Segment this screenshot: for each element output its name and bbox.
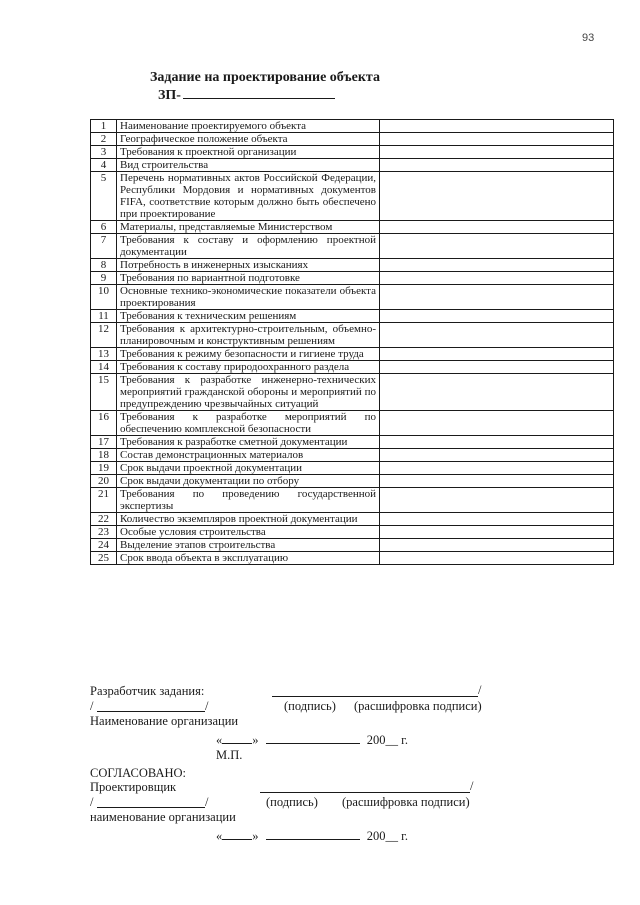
row-number: 21 (91, 488, 117, 513)
row-number: 11 (91, 310, 117, 323)
code-blank-line[interactable] (183, 86, 335, 99)
row-label: Перечень нормативных актов Российской Федерации, Республики Мордовия и нормативных документов FIFA, соответствие которым должно быть обеспечено при проектирование (117, 172, 380, 221)
row-value-cell[interactable] (380, 259, 614, 272)
row-label: Вид строительства (117, 159, 380, 172)
row-label: Требования к архитектурно-строительным, объемно-планировочным и конструктивным решениям (117, 323, 380, 348)
table-row (91, 310, 614, 323)
table-row (91, 526, 614, 539)
table-row (91, 146, 614, 159)
table-row (91, 462, 614, 475)
developer-month-line[interactable] (266, 732, 360, 744)
developer-slash-mid: / (205, 699, 209, 713)
row-number: 14 (91, 361, 117, 374)
document-code (158, 86, 335, 104)
row-number: 7 (91, 234, 117, 259)
table-row (91, 234, 614, 259)
table-row (91, 272, 614, 285)
approval-year: 200__ г. (366, 829, 408, 843)
row-number: 18 (91, 449, 117, 462)
table-row (91, 221, 614, 234)
table-row (91, 259, 614, 272)
approval-designer-label: Проектировщик (90, 780, 177, 794)
table-row (91, 285, 614, 310)
row-value-cell[interactable] (380, 120, 614, 133)
approval-quote-close: » (252, 829, 259, 843)
row-number: 4 (91, 159, 117, 172)
approval-slash-mid: / (205, 795, 209, 809)
approval-sign-line[interactable] (97, 807, 205, 808)
developer-quote-open: « (216, 733, 223, 747)
developer-stamp: М.П. (216, 748, 243, 762)
developer-slash-left: / (90, 699, 94, 713)
table-row (91, 411, 614, 436)
approval-quote-open: « (216, 829, 223, 843)
document-title: Задание на проектирование объекта (150, 70, 380, 85)
row-label: Требования к составу природоохранного раздела (117, 361, 380, 374)
code-prefix: ЗП- (158, 88, 181, 103)
row-value-cell[interactable] (380, 159, 614, 172)
row-label: Географическое положение объекта (117, 133, 380, 146)
table-row (91, 436, 614, 449)
row-label: Потребность в инженерных изысканиях (117, 259, 380, 272)
row-number: 19 (91, 462, 117, 475)
developer-caption-decode: (расшифровка подписи) (354, 699, 482, 713)
table-row (91, 159, 614, 172)
row-value-cell[interactable] (380, 285, 614, 310)
row-label: Требования по вариантной подготовке (117, 272, 380, 285)
table-row (91, 552, 614, 565)
table-row (91, 374, 614, 411)
row-label: Требования к составу и оформлению проектной документации (117, 234, 380, 259)
developer-day-line[interactable] (222, 732, 252, 744)
developer-sign-line[interactable] (97, 711, 205, 712)
row-number: 3 (91, 146, 117, 159)
row-label: Выделение этапов строительства (117, 539, 380, 552)
approval-slash-left: / (90, 795, 94, 809)
row-label: Состав демонстрационных материалов (117, 449, 380, 462)
approval-name-line[interactable] (260, 792, 470, 793)
page-number: 93 (582, 32, 595, 44)
row-value-cell[interactable] (380, 221, 614, 234)
table-row (91, 133, 614, 146)
developer-caption-signature: (подпись) (284, 699, 336, 713)
approval-month-line[interactable] (266, 828, 360, 840)
row-number: 8 (91, 259, 117, 272)
approval-day-line[interactable] (222, 828, 252, 840)
table-row (91, 323, 614, 348)
row-number: 13 (91, 348, 117, 361)
row-value-cell[interactable] (380, 411, 614, 436)
row-value-cell[interactable] (380, 146, 614, 159)
row-value-cell[interactable] (380, 449, 614, 462)
row-value-cell[interactable] (380, 436, 614, 449)
row-number: 10 (91, 285, 117, 310)
row-label: Количество экземпляров проектной документации (117, 513, 380, 526)
row-value-cell[interactable] (380, 272, 614, 285)
row-number: 23 (91, 526, 117, 539)
developer-org-label: Наименование организации (90, 714, 239, 728)
approval-heading: СОГЛАСОВАНО: (90, 766, 187, 780)
row-value-cell[interactable] (380, 323, 614, 348)
row-label: Требования к разработке мероприятий по обеспечению комплексной безопасности (117, 411, 380, 436)
table-row (91, 361, 614, 374)
developer-slash-right: / (478, 683, 482, 697)
row-number: 12 (91, 323, 117, 348)
row-label: Особые условия строительства (117, 526, 380, 539)
row-value-cell[interactable] (380, 552, 614, 565)
row-number: 25 (91, 552, 117, 565)
developer-date (216, 732, 408, 747)
row-label: Требования к режиму безопасности и гигиене труда (117, 348, 380, 361)
row-value-cell[interactable] (380, 374, 614, 411)
row-number: 1 (91, 120, 117, 133)
row-value-cell[interactable] (380, 513, 614, 526)
table-row (91, 449, 614, 462)
table-row (91, 172, 614, 221)
table-row (91, 348, 614, 361)
table-row (91, 513, 614, 526)
row-label: Материалы, представляемые Министерством (117, 221, 380, 234)
row-value-cell[interactable] (380, 475, 614, 488)
row-label: Срок выдачи документации по отбору (117, 475, 380, 488)
developer-name-line[interactable] (272, 696, 478, 697)
row-number: 16 (91, 411, 117, 436)
developer-label: Разработчик задания: (90, 684, 205, 698)
row-value-cell[interactable] (380, 539, 614, 552)
row-label: Требования по проведению государственной экспертизы (117, 488, 380, 513)
row-label: Требования к разработке инженерно-технических мероприятий гражданской обороны и мероприятий по предупреждению чрезвычайных ситуаций (117, 374, 380, 411)
approval-caption-signature: (подпись) (266, 795, 318, 809)
row-label: Наименование проектируемого объекта (117, 120, 380, 133)
row-label: Основные технико-экономические показатели объекта проектирования (117, 285, 380, 310)
row-number: 15 (91, 374, 117, 411)
row-number: 5 (91, 172, 117, 221)
row-label: Требования к разработке сметной документации (117, 436, 380, 449)
row-label: Требования к проектной организации (117, 146, 380, 159)
row-number: 2 (91, 133, 117, 146)
table-row (91, 539, 614, 552)
table-row (91, 475, 614, 488)
row-value-cell[interactable] (380, 462, 614, 475)
row-value-cell[interactable] (380, 310, 614, 323)
row-number: 17 (91, 436, 117, 449)
row-number: 22 (91, 513, 117, 526)
row-label: Требования к техническим решениям (117, 310, 380, 323)
row-value-cell[interactable] (380, 526, 614, 539)
approval-org-label: наименование организации (90, 810, 236, 824)
row-value-cell[interactable] (380, 172, 614, 221)
table-row (91, 120, 614, 133)
approval-caption-decode: (расшифровка подписи) (342, 795, 470, 809)
table-row (91, 488, 614, 513)
requirements-table (90, 119, 614, 565)
developer-year: 200__ г. (366, 733, 408, 747)
row-number: 6 (91, 221, 117, 234)
row-value-cell[interactable] (380, 133, 614, 146)
row-number: 9 (91, 272, 117, 285)
row-number: 20 (91, 475, 117, 488)
approval-date (216, 828, 408, 843)
row-value-cell[interactable] (380, 488, 614, 513)
row-label: Срок выдачи проектной документации (117, 462, 380, 475)
developer-quote-close: » (252, 733, 259, 747)
row-label: Срок ввода объекта в эксплуатацию (117, 552, 380, 565)
row-value-cell[interactable] (380, 361, 614, 374)
row-value-cell[interactable] (380, 234, 614, 259)
row-number: 24 (91, 539, 117, 552)
approval-slash-right: / (470, 779, 474, 793)
row-value-cell[interactable] (380, 348, 614, 361)
